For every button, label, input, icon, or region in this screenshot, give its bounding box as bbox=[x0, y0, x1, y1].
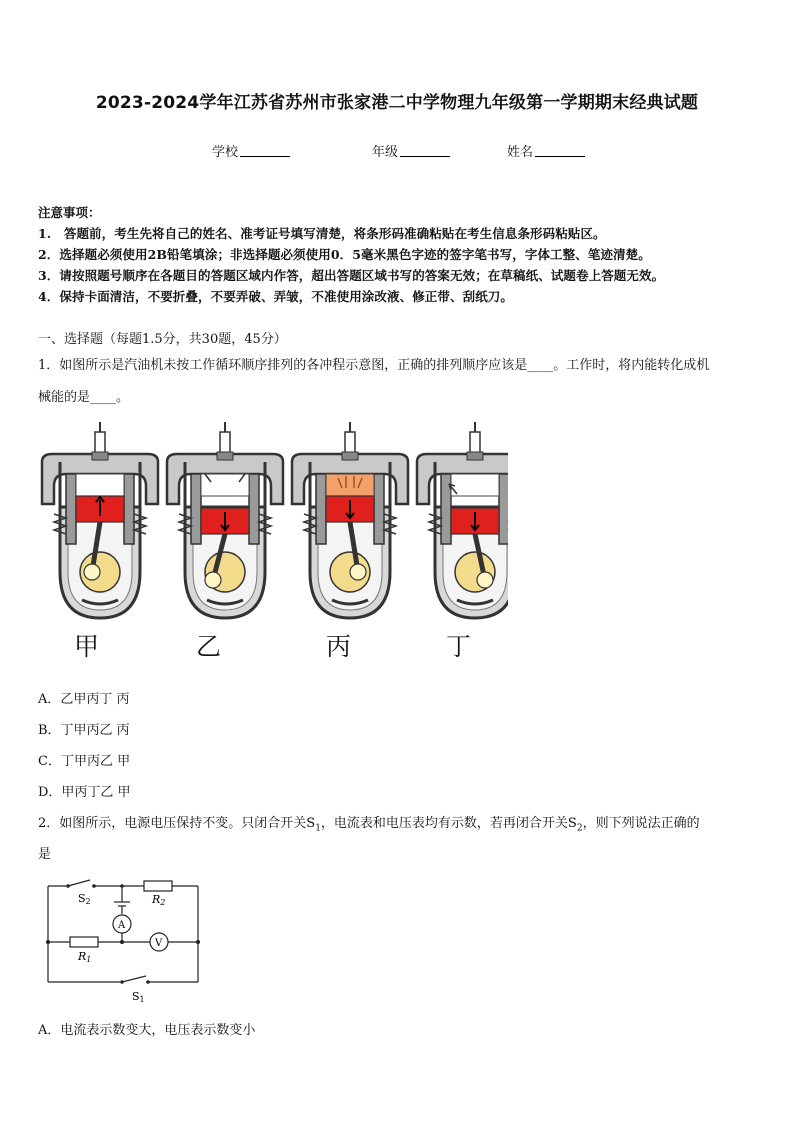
grade-field[interactable] bbox=[372, 141, 450, 160]
section-title: 一、选择题（每题1.5分，共30题，45分） bbox=[38, 332, 287, 347]
engine-jia bbox=[42, 422, 158, 618]
name-field[interactable] bbox=[507, 141, 585, 160]
label-r1: R1 bbox=[78, 950, 92, 964]
label-s1: S1 bbox=[132, 990, 145, 1004]
question-1-option-a: A．乙甲丙丁 丙 bbox=[38, 692, 130, 707]
page-title: 2023-2024学年江苏省苏州市张家港二中学物理九年级第一学期期末经典试题 bbox=[95, 93, 699, 113]
label-s2: S2 bbox=[78, 892, 91, 906]
engine-ding bbox=[417, 422, 508, 618]
question-2-text-b: ，电流表和电压表均有示数，若再闭合开关S bbox=[320, 816, 577, 831]
name-label: 姓名 bbox=[507, 145, 534, 160]
engine-label-ding: 丁 bbox=[446, 632, 472, 661]
question-2-text-a: 2．如图所示，电源电压保持不变。只闭合开关S bbox=[38, 816, 316, 831]
engine-bing bbox=[292, 422, 408, 618]
engine-yi bbox=[167, 422, 283, 618]
engine-strokes-figure bbox=[38, 422, 508, 622]
question-2-line-2: 是 bbox=[38, 847, 52, 862]
name-blank[interactable] bbox=[535, 144, 585, 157]
label-r2: R2 bbox=[152, 893, 166, 907]
school-field[interactable] bbox=[212, 141, 290, 160]
switch-s1-blade bbox=[122, 976, 146, 982]
school-label: 学校 bbox=[212, 145, 239, 160]
label-ammeter: A bbox=[118, 920, 126, 931]
grade-blank[interactable] bbox=[400, 144, 450, 157]
question-1-line-1: 1．如图所示是汽油机未按工作循环顺序排列的各冲程示意图，正确的排列顺序应该是____。工作时，将内能转化成机 bbox=[38, 358, 710, 373]
question-2-sub-2: 2 bbox=[576, 823, 583, 834]
circuit-diagram bbox=[38, 872, 210, 1004]
resistor-r2 bbox=[144, 881, 172, 891]
question-2-line-1 bbox=[38, 812, 700, 834]
note-item: 1. 答题前，考生先将自己的姓名、准考证号填写清楚，将条形码准确粘贴在考生信息条形码粘贴区。 bbox=[38, 226, 606, 241]
notes-heading: 注意事项： bbox=[38, 205, 101, 220]
engine-label-jia: 甲 bbox=[74, 632, 100, 661]
question-1-line-2: 械能的是____。 bbox=[38, 390, 130, 405]
question-1-option-b: B．丁甲丙乙 丙 bbox=[38, 723, 130, 738]
engine-label-yi: 乙 bbox=[196, 632, 222, 661]
question-2-option-a: A．电流表示数变大，电压表示数变小 bbox=[38, 1023, 256, 1038]
grade-label: 年级 bbox=[372, 145, 399, 160]
question-1-option-c: C．丁甲丙乙 甲 bbox=[38, 754, 131, 769]
question-2-sub-1: 1 bbox=[315, 823, 321, 834]
label-voltmeter: V bbox=[155, 938, 163, 949]
question-2-text-c: ，则下列说法正确的 bbox=[582, 816, 700, 831]
question-1-option-d: D．甲丙丁乙 甲 bbox=[38, 785, 131, 800]
note-item: 4．保持卡面清洁，不要折叠，不要弄破、弄皱，不准使用涂改液、修正带、刮纸刀。 bbox=[38, 289, 513, 304]
school-blank[interactable] bbox=[240, 144, 290, 157]
note-item: 3．请按照题号顺序在各题目的答题区域内作答，超出答题区域书写的答案无效；在草稿纸、试题卷上答题无效。 bbox=[38, 268, 665, 283]
engine-label-bing: 丙 bbox=[326, 632, 352, 661]
switch-s2-blade bbox=[68, 880, 90, 886]
note-item: 2．选择题必须使用2B铅笔填涂；非选择题必须使用0．5毫米黑色字迹的签字笔书写，字体工整、笔迹清楚。 bbox=[38, 247, 651, 262]
resistor-r1 bbox=[70, 937, 98, 947]
